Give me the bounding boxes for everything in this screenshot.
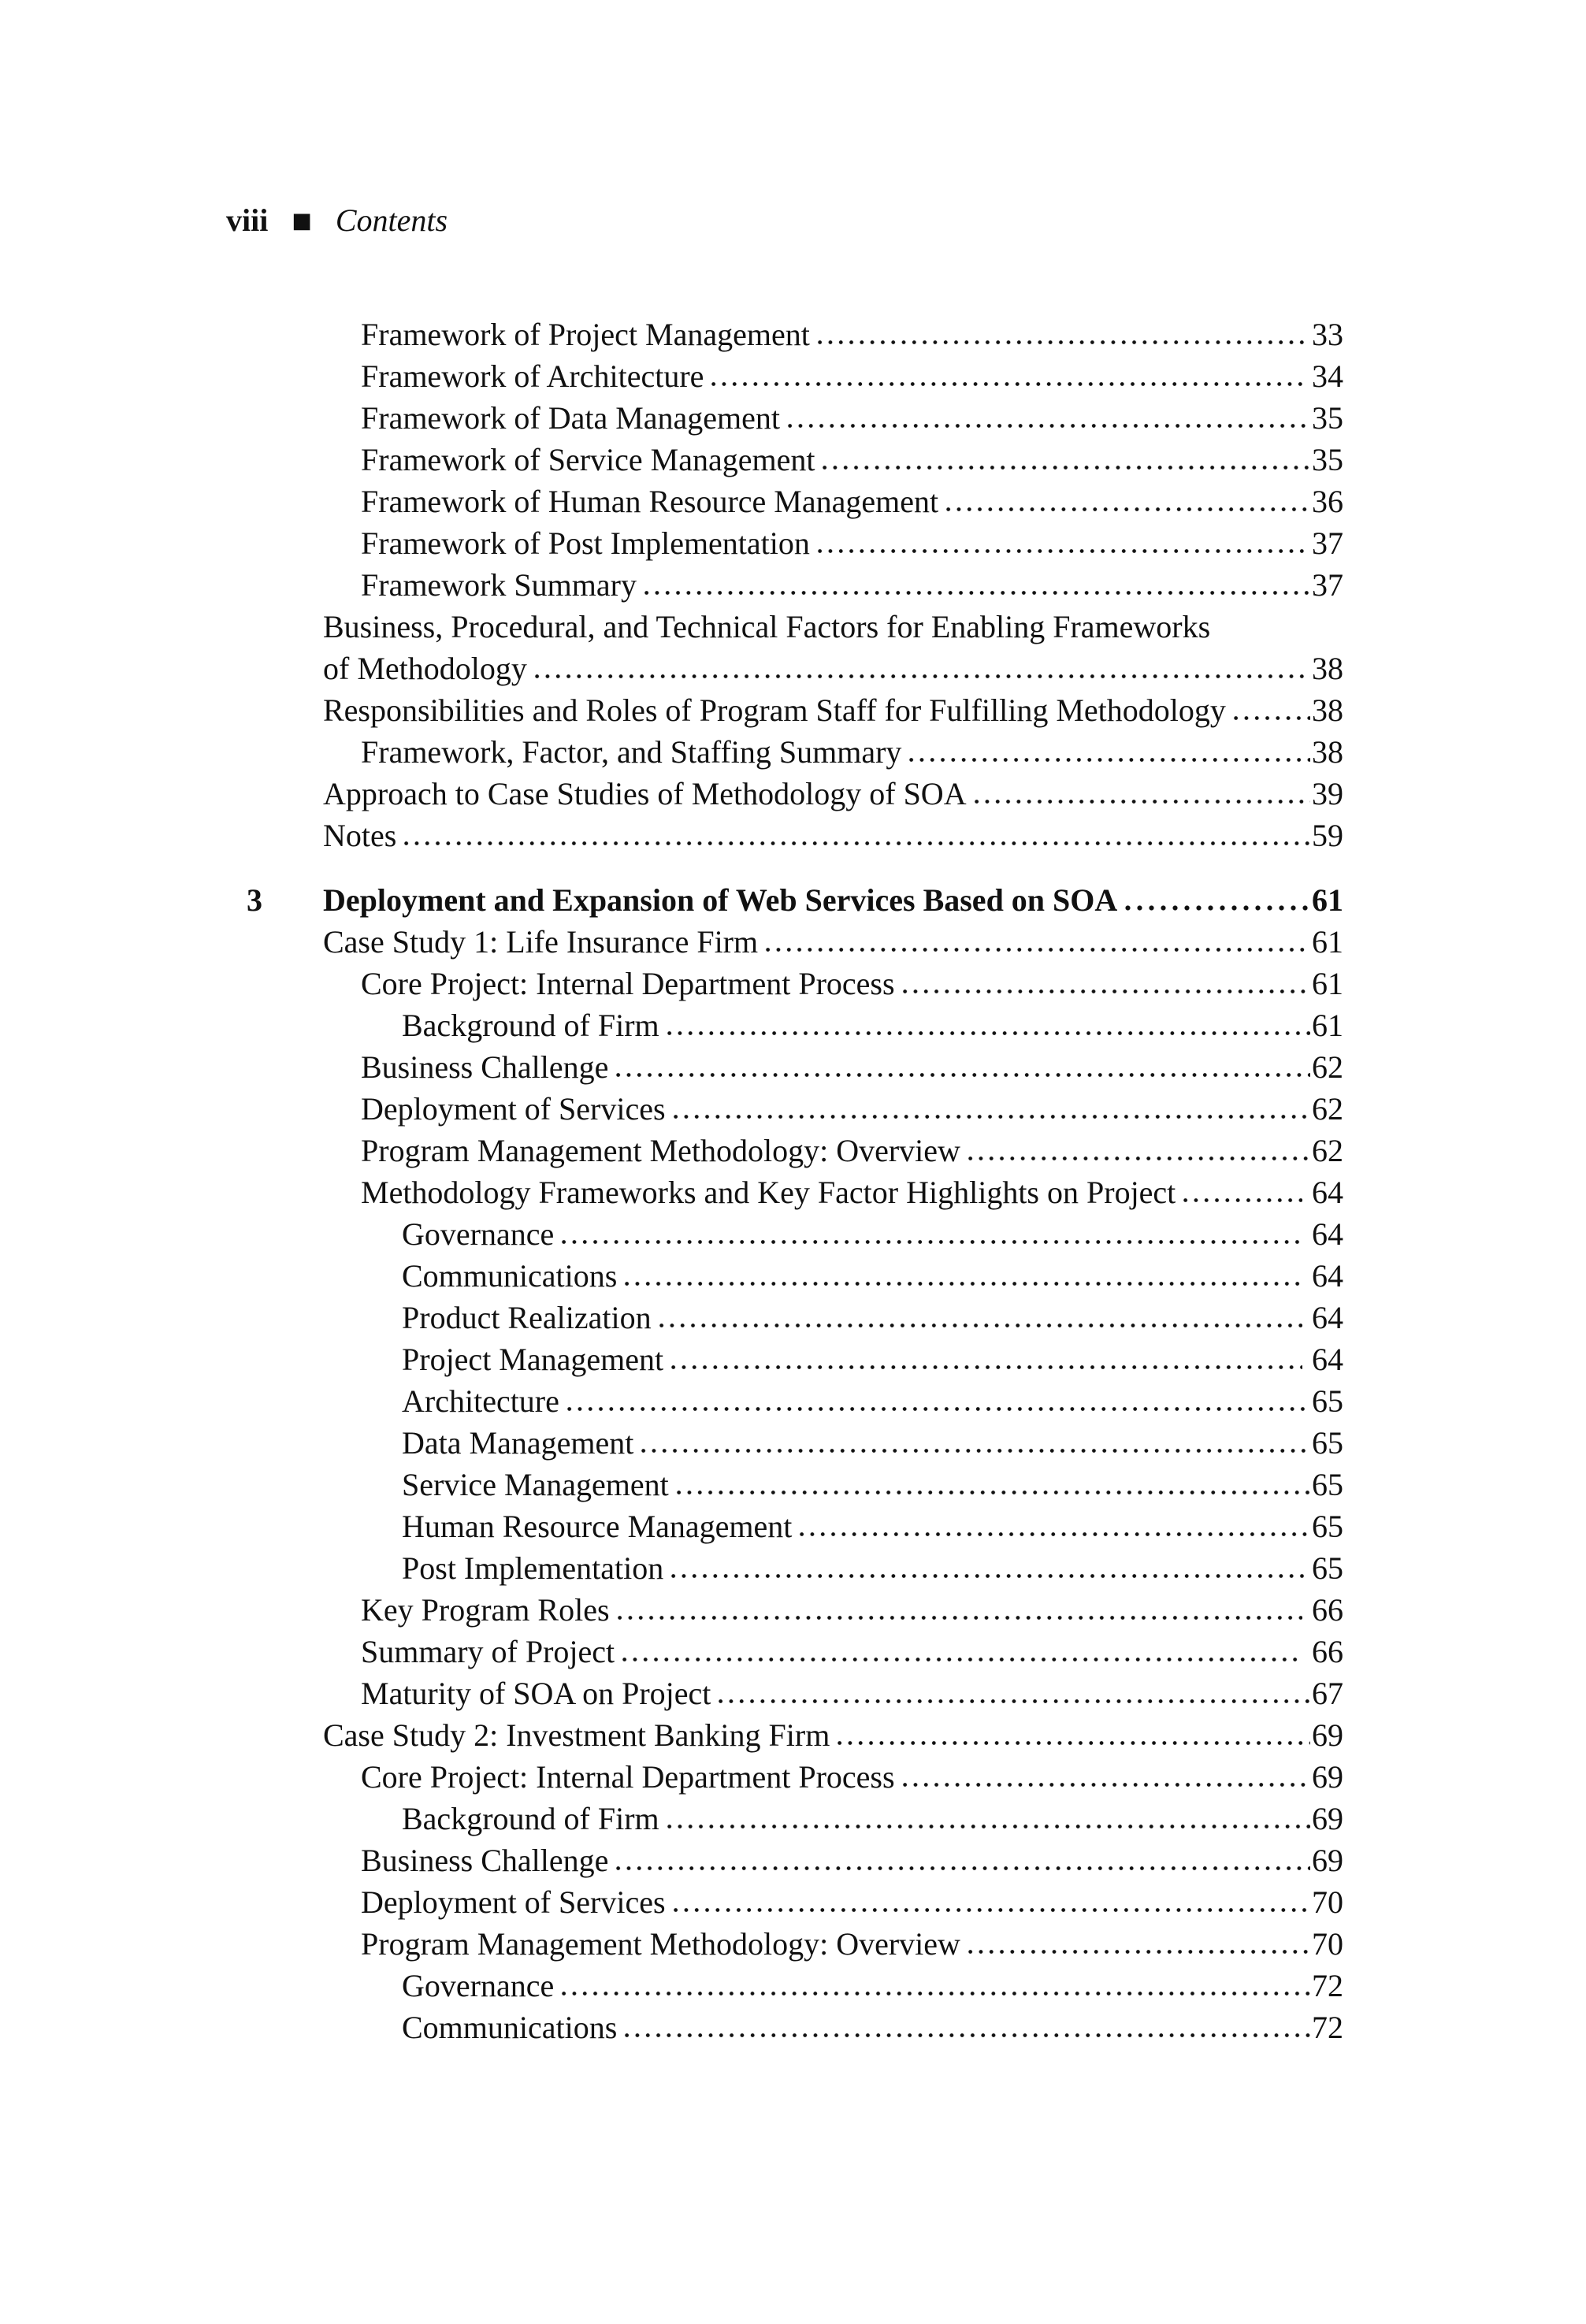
toc-entry-label: Core Project: Internal Department Process	[361, 1759, 895, 1795]
dot-leader	[668, 1338, 1302, 1380]
toc-entry-row	[0, 1422, 1586, 1464]
page-number: 62	[1312, 1091, 1343, 1127]
page-number: 38	[1312, 734, 1343, 770]
toc-entry-label: Notes	[323, 818, 397, 853]
dot-leader	[815, 522, 1310, 564]
page-number: 69	[1312, 1759, 1343, 1795]
toc-entry-label: Framework of Human Resource Management	[361, 484, 939, 519]
toc-entry-label: Maturity of SOA on Project	[361, 1676, 711, 1711]
dot-leader	[906, 731, 1310, 773]
dot-leader	[638, 1422, 1310, 1464]
page-number: 64	[1304, 1342, 1343, 1377]
toc-entry-row	[0, 1213, 1586, 1255]
dot-leader	[708, 355, 1302, 397]
toc-entry-label: Framework of Architecture	[361, 358, 704, 394]
toc-entry-row	[0, 1923, 1586, 1965]
toc-entry-label: Program Management Methodology: Overview	[361, 1133, 960, 1168]
dot-leader	[613, 1046, 1310, 1088]
page-number: 39	[1312, 776, 1343, 811]
toc-entry-label: Post Implementation	[402, 1550, 664, 1586]
dot-leader	[664, 1798, 1310, 1840]
toc-entry-label: Framework of Service Management	[361, 442, 815, 477]
toc-entry-row	[0, 1965, 1586, 2007]
page-number: 35	[1312, 442, 1343, 477]
page-number: 67	[1312, 1676, 1343, 1711]
page-number: 69	[1312, 1843, 1343, 1878]
dot-leader	[763, 921, 1310, 963]
toc-entry-label: Framework of Data Management	[361, 400, 781, 436]
toc-entry-label: Responsibilities and Roles of Program Staff for Fulfilling Methodology	[323, 692, 1226, 728]
page-number: 70	[1312, 1884, 1343, 1920]
page-number: 34	[1304, 358, 1343, 394]
page-number: 65	[1312, 1383, 1343, 1419]
toc-entry-row	[0, 1881, 1586, 1923]
dot-leader	[670, 1881, 1310, 1923]
toc-entry-row	[0, 397, 1586, 439]
toc-entry-row	[0, 648, 1586, 689]
page-number: 69	[1312, 1801, 1343, 1836]
page-number: 61	[1312, 966, 1343, 1001]
square-bullet-icon: ■	[292, 209, 312, 233]
dot-leader	[965, 1923, 1310, 1965]
dot-leader	[622, 2007, 1310, 2048]
toc-entry-row	[0, 1589, 1586, 1631]
page-number: 65	[1312, 1509, 1343, 1544]
toc-entry-label: Summary of Project	[361, 1634, 615, 1669]
toc-entry-label: Framework of Project Management	[361, 317, 810, 352]
toc-entry-row	[0, 481, 1586, 522]
toc-entry-row	[0, 1798, 1586, 1840]
toc-entry-label: Business, Procedural, and Technical Factors for Enabling Frameworks	[323, 609, 1211, 644]
chapter-number: 3	[247, 882, 262, 918]
dot-leader	[615, 1589, 1302, 1631]
dot-leader	[656, 1297, 1302, 1338]
dot-leader	[943, 481, 1310, 522]
page-number: 38	[1312, 692, 1343, 728]
page-number: 62	[1312, 1049, 1343, 1085]
toc-entry-row	[0, 1171, 1586, 1213]
toc-entry-label: Background of Firm	[402, 1801, 659, 1836]
toc-entry-row	[0, 1255, 1586, 1297]
toc-entry-row	[0, 1297, 1586, 1338]
toc-entry-label: Deployment of Services	[361, 1884, 666, 1920]
running-header	[0, 199, 1586, 241]
toc-entry-label: Communications	[402, 1258, 618, 1294]
page-number: 61	[1312, 1008, 1343, 1043]
toc-entry-label: Background of Firm	[402, 1008, 659, 1043]
dot-leader	[900, 963, 1310, 1004]
dot-leader	[819, 439, 1310, 481]
dot-leader	[785, 397, 1310, 439]
toc-entry-row	[0, 1338, 1586, 1380]
toc-entry-label: Business Challenge	[361, 1843, 609, 1878]
dot-leader	[564, 1380, 1310, 1422]
toc-entry-row	[0, 1088, 1586, 1130]
toc-entry-row	[0, 1046, 1586, 1088]
page-number: 72	[1312, 1968, 1343, 2003]
page-number: 69	[1312, 1717, 1343, 1753]
page-number: 62	[1312, 1133, 1343, 1168]
toc-entry-row	[0, 439, 1586, 481]
toc-entry-label: Service Management	[402, 1467, 669, 1502]
toc-entry-row	[0, 1505, 1586, 1547]
toc-entry-label: Governance	[402, 1968, 555, 2003]
toc-entry-label: Methodology Frameworks and Key Factor Highlights on Project	[361, 1175, 1176, 1210]
toc-entry-label: Governance	[402, 1216, 555, 1252]
toc-entry-row	[0, 522, 1586, 564]
page-number: 64	[1304, 1258, 1343, 1294]
toc-entry-row	[0, 1380, 1586, 1422]
page-number: 64	[1304, 1300, 1343, 1335]
toc-entry-row	[0, 1464, 1586, 1505]
dot-leader	[971, 773, 1310, 815]
toc-entry-label: of Methodology	[323, 651, 527, 686]
page-number: 33	[1312, 317, 1343, 352]
toc-entry-row	[0, 731, 1586, 773]
dot-leader	[674, 1464, 1310, 1505]
toc-entry-row	[0, 1631, 1586, 1672]
page-number: 64	[1304, 1216, 1343, 1252]
page-number: 64	[1304, 1175, 1343, 1210]
dot-leader	[1231, 689, 1310, 731]
page-number: 65	[1312, 1550, 1343, 1586]
toc-entry-label: Case Study 1: Life Insurance Firm	[323, 924, 759, 960]
toc-entry-row	[0, 1714, 1586, 1756]
toc-entry-row	[0, 773, 1586, 815]
dot-leader	[613, 1840, 1310, 1881]
toc-entry-row	[0, 355, 1586, 397]
toc-entry-row	[0, 1004, 1586, 1046]
toc-entry-label: Deployment and Expansion of Web Services Based on SOA	[323, 882, 1118, 918]
toc-entry-row	[0, 1130, 1586, 1171]
dot-leader	[797, 1505, 1310, 1547]
dot-leader	[664, 1004, 1310, 1046]
toc-entry-label: Product Realization	[402, 1300, 652, 1335]
dot-leader	[715, 1672, 1310, 1714]
toc-entry-label: Framework of Post Implementation	[361, 525, 810, 561]
page-number: 70	[1312, 1926, 1343, 1962]
page-number: 61	[1312, 882, 1343, 918]
dot-leader	[559, 1965, 1310, 2007]
toc-entry-label: Business Challenge	[361, 1049, 609, 1085]
page-number: 65	[1312, 1425, 1343, 1461]
toc-entry-row	[0, 689, 1586, 731]
header-title: Contents	[335, 202, 448, 238]
page-number: 36	[1312, 484, 1343, 519]
toc-entry-row	[0, 314, 1586, 355]
dot-leader	[619, 1631, 1302, 1672]
toc-entry-row	[0, 564, 1586, 606]
toc-entry-row	[0, 815, 1586, 856]
dot-leader	[668, 1547, 1310, 1589]
dot-leader	[670, 1088, 1310, 1130]
toc-entry-row	[0, 1840, 1586, 1881]
toc-entry-label: Human Resource Management	[402, 1509, 793, 1544]
page-number: 72	[1312, 2010, 1343, 2045]
dot-leader	[834, 1714, 1310, 1756]
dot-leader	[401, 815, 1310, 856]
page-number: 66	[1304, 1634, 1343, 1669]
folio-page-number: viii	[226, 202, 269, 238]
toc-entry-label: Architecture	[402, 1383, 559, 1419]
toc-entry-label: Deployment of Services	[361, 1091, 666, 1127]
page-number: 35	[1312, 400, 1343, 436]
page-number: 59	[1312, 818, 1343, 853]
dot-leader	[641, 564, 1310, 606]
toc-chapter-row	[0, 879, 1586, 921]
dot-leader	[1122, 879, 1310, 921]
toc-entry-row	[0, 1672, 1586, 1714]
toc-entry-label: Project Management	[402, 1342, 664, 1377]
dot-leader	[622, 1255, 1302, 1297]
toc-entry-row	[0, 2007, 1586, 2048]
dot-leader	[900, 1756, 1310, 1798]
page-number: 66	[1304, 1592, 1343, 1628]
toc-entry-row	[0, 606, 1586, 648]
page-number: 37	[1312, 525, 1343, 561]
toc-entry-label: Case Study 2: Investment Banking Firm	[323, 1717, 830, 1753]
page-number: 37	[1312, 567, 1343, 603]
toc-entry-row	[0, 963, 1586, 1004]
dot-leader	[1180, 1171, 1302, 1213]
toc-entry-label: Program Management Methodology: Overview	[361, 1926, 960, 1962]
toc-entry-row	[0, 1547, 1586, 1589]
toc-entry-label: Communications	[402, 2010, 618, 2045]
dot-leader	[815, 314, 1310, 355]
page-number: 38	[1312, 651, 1343, 686]
toc-entry-row	[0, 921, 1586, 963]
dot-leader	[965, 1130, 1310, 1171]
dot-leader	[1215, 606, 1342, 648]
toc-list	[0, 314, 1586, 2048]
page-number: 61	[1312, 924, 1343, 960]
toc-entry-label: Framework Summary	[361, 567, 637, 603]
page-number: 65	[1312, 1467, 1343, 1502]
toc-entry-label: Framework, Factor, and Staffing Summary	[361, 734, 902, 770]
dot-leader	[559, 1213, 1302, 1255]
toc-entry-row	[0, 1756, 1586, 1798]
toc-entry-label: Data Management	[402, 1425, 634, 1461]
toc-entry-label: Core Project: Internal Department Process	[361, 966, 895, 1001]
toc-entry-label: Key Program Roles	[361, 1592, 610, 1628]
toc-entry-label: Approach to Case Studies of Methodology of SOA	[323, 776, 967, 811]
dot-leader	[532, 648, 1310, 689]
